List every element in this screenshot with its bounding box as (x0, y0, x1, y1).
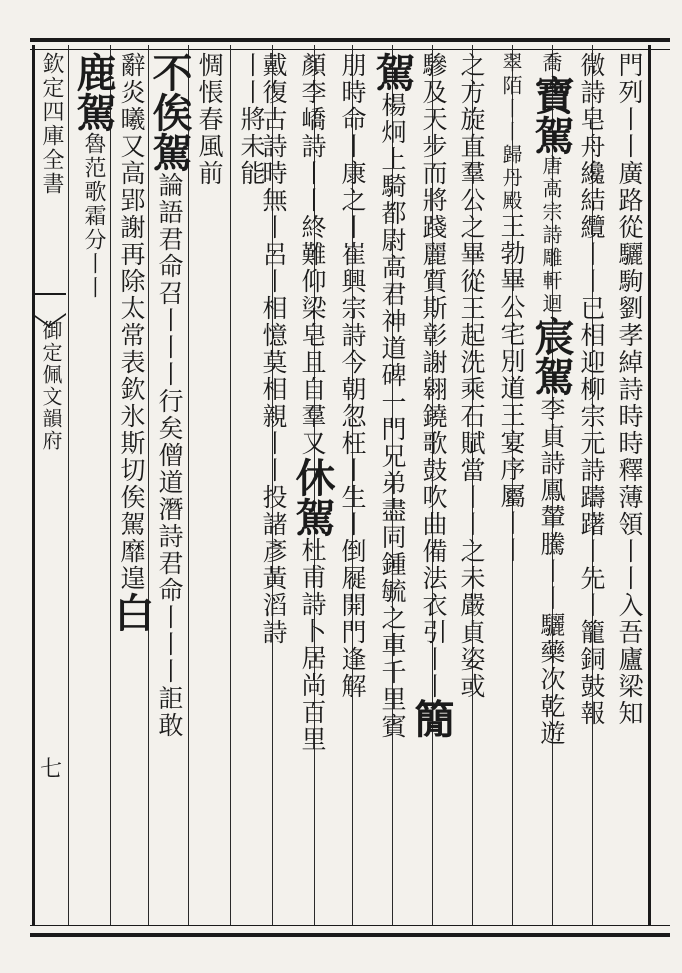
body-text: 杜甫詩卜居尚百里 (298, 537, 327, 753)
body-text: 驂及天步而將踐麗質斯彰謝翱鐃歌鼓吹曲備法衣引丨丨 (419, 52, 448, 700)
body-text: 微詩皂舟纔結纜丨丨已相迎柳宗元詩躊躇丨先丨籠銅鼓報 (577, 52, 606, 727)
column-divider (230, 45, 231, 925)
headword: 鹿駕 (70, 52, 117, 132)
text-column (369, 52, 416, 920)
text-column (610, 52, 648, 920)
text-column (452, 52, 490, 920)
annotation-text: 翠陌丨丨歸丹殿 (499, 52, 523, 213)
text-column (333, 52, 371, 920)
text-column (528, 52, 575, 920)
body-text: 惆悵春風前 (195, 52, 224, 187)
headword: 𥳑 (410, 700, 457, 740)
headword: 駕 (369, 52, 416, 92)
bottom-border-rule (30, 925, 670, 937)
margin-divider (68, 45, 69, 925)
text-column (146, 52, 193, 920)
fishtail-mark (32, 293, 66, 323)
text-column (572, 52, 610, 920)
body-text: 辭炎曦又高郢謝再除太常表欽氷斯切俟駕靡遑 (117, 52, 146, 592)
top-border-rule (30, 38, 670, 50)
text-column (289, 52, 336, 920)
body-text: 之方旋直羣公之畢從王起洗乘石賦當丨丨之未嚴貞姿或 (457, 52, 486, 700)
body-text: 丨丨將未能 (237, 52, 266, 187)
text-column (190, 52, 228, 920)
page-number: 七 (39, 757, 62, 782)
body-text: 王勃畢公宅別道王宴序屬丨丨 (497, 213, 526, 564)
headword: 宸駕 (528, 316, 575, 396)
text-column (232, 52, 270, 920)
margin-book-title: 欽定四庫全書 (39, 52, 64, 196)
column-divider (188, 45, 189, 925)
text-column (108, 52, 155, 920)
text-column (492, 52, 530, 920)
headword: 白 (108, 592, 155, 632)
margin-section-title: 御定佩文韻府 (39, 320, 63, 452)
annotation-text: 喬 (539, 52, 563, 75)
headword: 寶駕 (528, 75, 575, 155)
text-column (70, 52, 117, 920)
body-text: 門列丨丨廣路從驪駒劉孝綽詩時時釋薄領丨丨入吾廬梁知 (615, 52, 644, 727)
body-text: 楊炯上騎都尉高君神道碑一門兄弟盡同鍾毓之車千里賓 (378, 92, 407, 740)
headword: 休駕 (289, 457, 336, 537)
text-column (410, 52, 457, 920)
body-text: 顏李嶠詩丨丨終難仰梁皂且自羣又 (298, 52, 327, 457)
annotation-text: 唐高宗詩雕軒迴 (539, 155, 563, 316)
body-text: 朋時命丨康之丨崔興宗詩今朝忽枉丨生丨倒屣開門逢解 (338, 52, 367, 700)
body-text: 丨丨投諸彥黃滔詩 (259, 430, 288, 646)
right-outer-border (648, 45, 651, 925)
body-text: 魯范歌霜分丨丨 (81, 132, 106, 300)
body-text: 戴復古詩時無丨呂丨相憶莫相親 (259, 52, 288, 430)
headword: 不俟駕 (146, 52, 193, 172)
body-text: 論語君命召丨丨丨行矣僧道潛詩君命丨丨丨詎敢 (155, 172, 184, 739)
body-text: 李貞詩鳳輦騰丨丨驪藥次乾遊 (537, 396, 566, 747)
